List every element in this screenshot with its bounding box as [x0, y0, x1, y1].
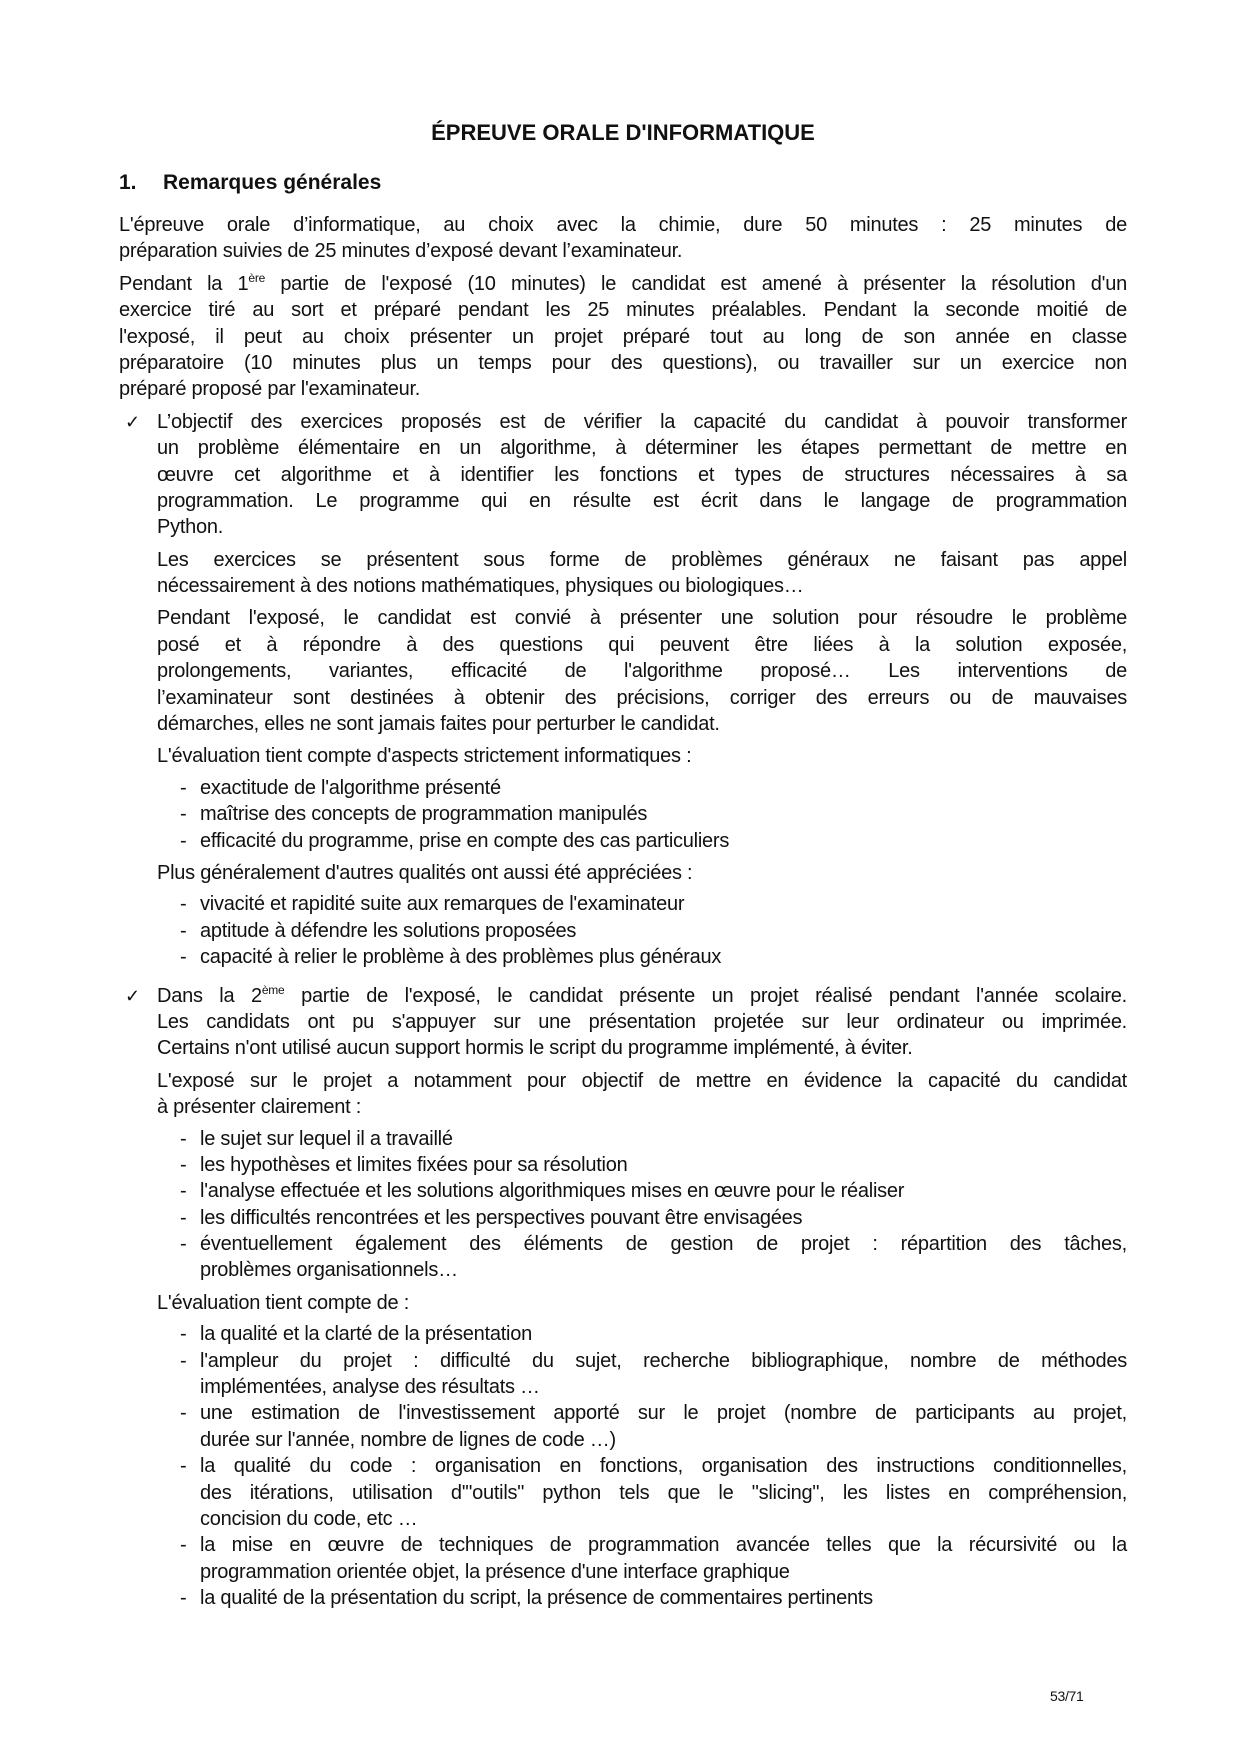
- dash-list-item: [119, 1348, 1127, 1401]
- text-line: L'épreuve orale d’informatique, au choix avec la chimie, dure 50 minutes : 25 minutes de: [119, 214, 1127, 236]
- dash-bullet-icon: -: [180, 946, 187, 969]
- dash-bullet-icon: -: [180, 803, 187, 826]
- text-line: implémentées, analyse des résultats …: [200, 1376, 540, 1399]
- text-line: concision du code, etc …: [200, 1507, 418, 1530]
- text-line: L’objectif des exercices proposés est de vérifier la capacité du candidat à pouvoir transformer: [157, 410, 1127, 433]
- document-body: [119, 212, 1127, 1612]
- dash-bullet-icon: -: [180, 1233, 187, 1256]
- dash-bullet-icon: -: [180, 1153, 187, 1176]
- text-line: prolongements, variantes, efficacité de l'algorithme proposé… Les interventions de: [157, 660, 1127, 683]
- text-line: préparé proposé par l'examinateur.: [119, 378, 421, 401]
- text-line: un problème élémentaire en un algorithme, à déterminer les étapes permettant de mettre en: [157, 437, 1127, 460]
- dash-list-item: [119, 1152, 1127, 1178]
- superscript: ère: [248, 270, 266, 285]
- check-icon: ✓: [125, 985, 140, 1006]
- text-line: capacité à relier le problème à des problèmes plus généraux: [200, 946, 722, 969]
- check-list-item: [119, 983, 1127, 1062]
- text-line: exercice tiré au sort et préparé pendant les 25 minutes préalables. Pendant la seconde moitié de: [119, 299, 1127, 322]
- paragraph: [119, 860, 1127, 886]
- paragraph: [119, 271, 1127, 403]
- text-line: l’examinateur sont destinées à obtenir des précisions, corriger des erreurs ou de mauvaises: [157, 686, 1127, 709]
- dash-list-item: [119, 1532, 1127, 1585]
- dash-bullet-icon: -: [180, 1323, 187, 1346]
- text-line: L'exposé sur le projet a notamment pour objectif de mettre en évidence la capacité du candidat: [157, 1069, 1127, 1092]
- text-line: la qualité de la présentation du script, la présence de commentaires pertinents: [200, 1587, 873, 1610]
- dash-list-item: [119, 918, 1127, 944]
- text-line: l'exposé, il peut au choix présenter un projet préparé tout au long de son année en classe: [119, 325, 1127, 348]
- text-line: l'ampleur du projet : difficulté du sujet, recherche bibliographique, nombre de méthodes: [200, 1349, 1127, 1372]
- text-line: vivacité et rapidité suite aux remarques de l'examinateur: [200, 893, 685, 916]
- document-title: ÉPREUVE ORALE D'INFORMATIQUE: [431, 120, 815, 145]
- text-line: des itérations, utilisation d'"outils" python tels que le "slicing", les listes en compréhension,: [200, 1481, 1127, 1504]
- check-icon: ✓: [125, 411, 140, 432]
- dash-list-item: [119, 1453, 1127, 1532]
- paragraph: [119, 1068, 1127, 1121]
- text-line: Certains n'ont utilisé aucun support hormis le script du programme implémenté, à éviter.: [157, 1037, 913, 1060]
- text-line: maîtrise des concepts de programmation manipulés: [200, 803, 648, 826]
- dash-list-item: [119, 944, 1127, 970]
- text-line: les hypothèses et limites fixées pour sa résolution: [200, 1153, 628, 1176]
- dash-bullet-icon: -: [180, 1180, 187, 1203]
- dash-list-item: [119, 828, 1127, 854]
- section-heading: [119, 168, 381, 198]
- text-line: efficacité du programme, prise en compte des cas particuliers: [200, 829, 730, 852]
- text-line: durée sur l'année, nombre de lignes de code …): [200, 1428, 616, 1451]
- paragraph: [119, 605, 1127, 737]
- dash-list-item: [119, 1400, 1127, 1453]
- text-line: Pendant la 1ère partie de l'exposé (10 minutes) le candidat est amené à présenter la résolution d'un: [119, 270, 1127, 295]
- dash-bullet-icon: -: [180, 1127, 187, 1150]
- dash-bullet-icon: -: [180, 919, 187, 942]
- text-line: le sujet sur lequel il a travaillé: [200, 1127, 453, 1150]
- dash-bullet-icon: -: [180, 1402, 187, 1425]
- text-line: Les candidats ont pu s'appuyer sur une présentation projetée sur leur ordinateur ou imprimée.: [157, 1010, 1127, 1033]
- text-line: la qualité du code : organisation en fonctions, organisation des instructions conditionnelles,: [200, 1455, 1127, 1478]
- text-line: la mise en œuvre de techniques de programmation avancée telles que la récursivité ou la: [200, 1534, 1127, 1557]
- text-line: posé et à répondre à des questions qui peuvent être liées à la solution exposée,: [157, 633, 1127, 656]
- text-line: aptitude à défendre les solutions proposées: [200, 919, 577, 942]
- text-line: L'évaluation tient compte d'aspects strictement informatiques :: [157, 745, 692, 768]
- text-line: programmation orientée objet, la présence d'une interface graphique: [200, 1560, 790, 1583]
- text-line: programmation. Le programme qui en résulte est écrit dans le langage de programmation: [157, 489, 1127, 512]
- paragraph: [119, 1290, 1127, 1316]
- dash-bullet-icon: -: [180, 1587, 187, 1610]
- text-line: préparation suivies de 25 minutes d’exposé devant l’examinateur.: [119, 240, 683, 263]
- page-number: 53/71: [1050, 1688, 1084, 1704]
- dash-bullet-icon: -: [180, 1206, 187, 1229]
- paragraph: [119, 212, 1127, 265]
- dash-bullet-icon: -: [180, 893, 187, 916]
- text-line: à présenter clairement :: [157, 1096, 362, 1119]
- superscript: ème: [261, 982, 285, 997]
- dash-list-item: [119, 775, 1127, 801]
- text-line: Pendant l'exposé, le candidat est convié à présenter une solution pour résoudre le problème: [157, 607, 1127, 630]
- text-line: les difficultés rencontrées et les perspectives pouvant être envisagées: [200, 1206, 803, 1229]
- dash-list-item: [119, 1585, 1127, 1611]
- dash-list-item: [119, 1321, 1127, 1347]
- text-line: Plus généralement d'autres qualités ont aussi été appréciées :: [157, 861, 693, 884]
- dash-list-item: [119, 801, 1127, 827]
- check-list-item: [119, 409, 1127, 541]
- text-line: Dans la 2ème partie de l'exposé, le candidat présente un projet réalisé pendant l'année scolaire.: [157, 982, 1127, 1007]
- text-line: l'analyse effectuée et les solutions algorithmiques mises en œuvre pour le réaliser: [200, 1180, 905, 1203]
- text-line: démarches, elles ne sont jamais faites pour perturber le candidat.: [157, 713, 720, 736]
- text-line: Les exercices se présentent sous forme de problèmes généraux ne faisant pas appel: [157, 548, 1127, 571]
- text-line: préparatoire (10 minutes plus un temps pour des questions), ou travailler sur un exercice non: [119, 351, 1127, 374]
- dash-list-item: [119, 891, 1127, 917]
- dash-bullet-icon: -: [180, 829, 187, 852]
- dash-list-item: [119, 1231, 1127, 1284]
- section-number: 1.: [119, 171, 137, 194]
- dash-bullet-icon: -: [180, 1455, 187, 1478]
- text-line: Python.: [157, 516, 224, 539]
- paragraph: [119, 547, 1127, 600]
- text-line: une estimation de l'investissement apporté sur le projet (nombre de participants au projet,: [200, 1402, 1127, 1425]
- section-title: Remarques générales: [163, 171, 382, 194]
- dash-bullet-icon: -: [180, 776, 187, 799]
- text-line: nécessairement à des notions mathématiques, physiques ou biologiques…: [157, 575, 804, 598]
- paragraph: [119, 743, 1127, 769]
- dash-list-item: [119, 1178, 1127, 1204]
- text-line: œuvre cet algorithme et à identifier les fonctions et types de structures nécessaires à sa: [157, 463, 1127, 486]
- dash-bullet-icon: -: [180, 1534, 187, 1557]
- text-line: la qualité et la clarté de la présentation: [200, 1323, 532, 1346]
- dash-bullet-icon: -: [180, 1349, 187, 1372]
- dash-list-item: [119, 1205, 1127, 1231]
- text-line: éventuellement également des éléments de gestion de projet : répartition des tâches,: [200, 1233, 1127, 1256]
- text-line: exactitude de l'algorithme présenté: [200, 776, 501, 799]
- text-line: L'évaluation tient compte de :: [157, 1291, 410, 1314]
- dash-list-item: [119, 1126, 1127, 1152]
- text-line: problèmes organisationnels…: [200, 1259, 458, 1282]
